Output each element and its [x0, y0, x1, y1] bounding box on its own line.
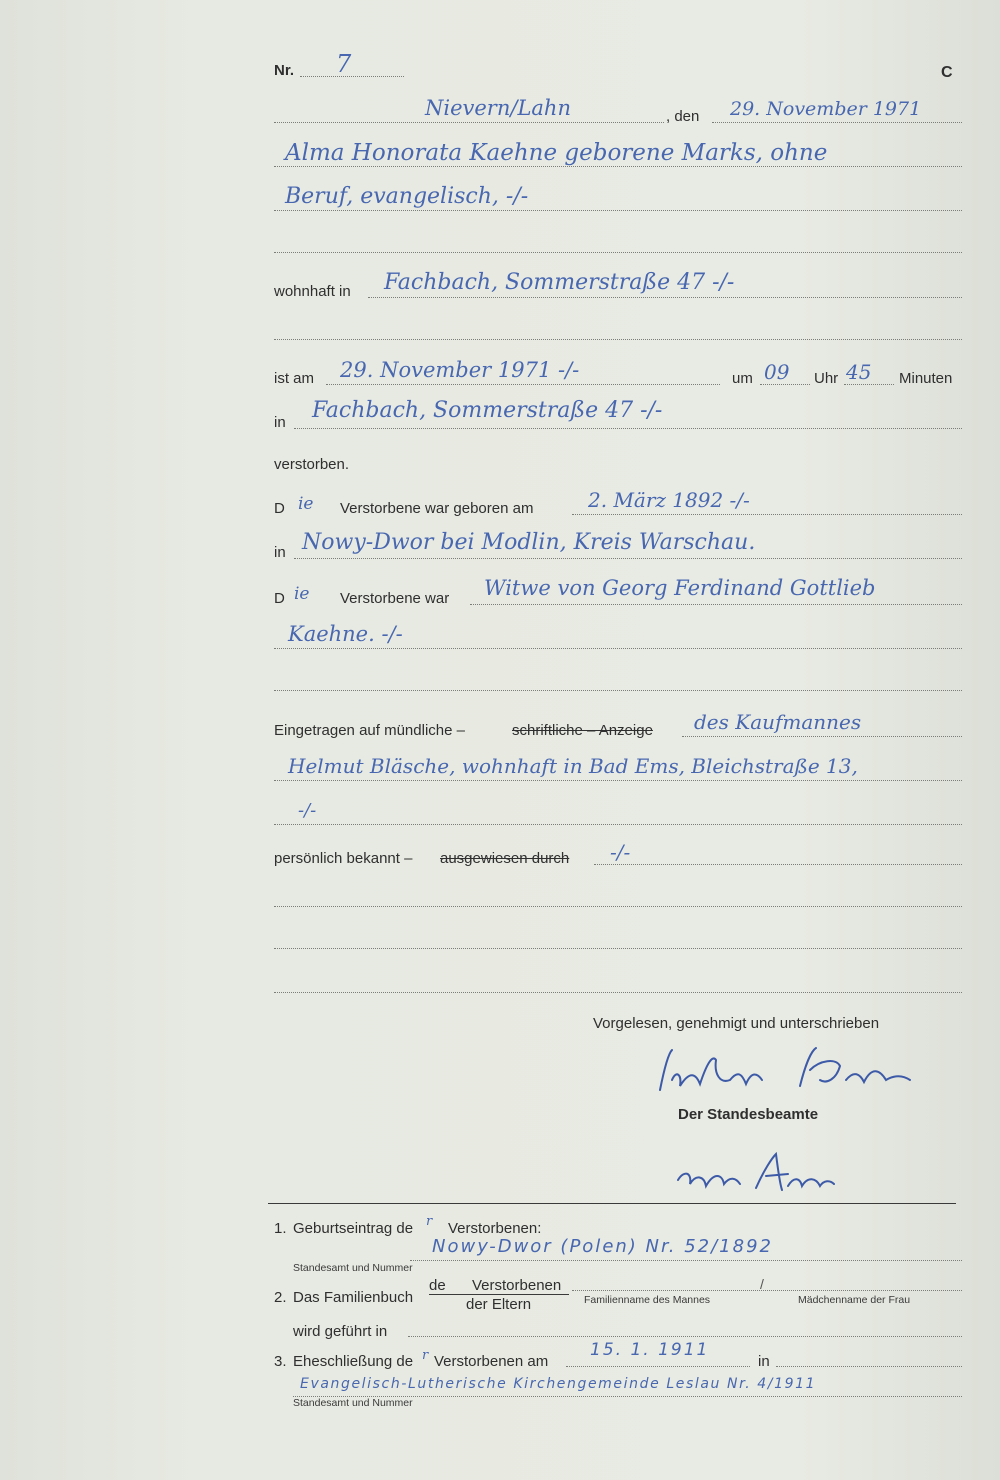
minutes-rule [844, 384, 894, 385]
official-signature [670, 1150, 840, 1200]
report-line-2: Helmut Bläsche, wohnhaft in Bad Ems, Bleichstraße 13, [288, 754, 858, 778]
known-rule-4 [274, 992, 962, 993]
place-line [274, 122, 664, 123]
den-label: , den [666, 108, 700, 125]
note-1-number: 1. [274, 1220, 287, 1237]
wohnhaft-rule [368, 297, 962, 298]
gefuehrt-rule [408, 1336, 962, 1337]
birth-place-rule [294, 558, 962, 559]
birth-place: Nowy-Dwor bei Modlin, Kreis Warschau. [302, 530, 756, 555]
note-2-verstorbenen: Verstorbenen [472, 1277, 562, 1294]
known-label: persönlich bekannt – [274, 850, 413, 867]
person-line-2-rule [274, 210, 962, 211]
status-line-2-rule [274, 648, 962, 649]
official-title: Der Standesbeamte [678, 1106, 819, 1123]
note-2-fraction-line [429, 1294, 569, 1295]
note-3-label-b: Verstorbenen am [434, 1353, 549, 1370]
known-rule-3 [274, 948, 962, 949]
um-label: um [732, 370, 753, 387]
verstorben-label: verstorben. [274, 456, 350, 473]
status-d-label: D [274, 590, 285, 607]
death-hour: 09 [764, 360, 790, 384]
date-value: 29. November 1971 [730, 98, 922, 120]
note-3-in: in [758, 1353, 770, 1370]
note-2-label: Das Familienbuch [293, 1289, 414, 1306]
form-letter: C [941, 64, 953, 81]
note-3-in-rule [776, 1366, 962, 1367]
death-place: Fachbach, Sommerstraße 47 -/- [312, 398, 663, 423]
status-line-1: Witwe von Georg Ferdinand Gottlieb [484, 576, 876, 600]
death-date: 29. November 1971 -/- [340, 358, 580, 382]
birth-d-label: D [274, 500, 285, 517]
note-2-rule [572, 1290, 962, 1291]
note-1-value: Nowy-Dwor (Polen) Nr. 52/1892 [432, 1236, 773, 1257]
birth-date: 2. März 1892 -/- [588, 488, 750, 512]
person-line-1: Alma Honorata Kaehne geborene Marks, ohne [285, 140, 828, 166]
note-1-suffix: r [426, 1214, 433, 1229]
note-3-suffix: r [422, 1348, 429, 1363]
standesamt-label-1: Standesamt und Nummer [293, 1262, 413, 1274]
person-line-3-rule [274, 252, 962, 253]
informant-signature [650, 1040, 920, 1100]
wohnhaft-label: wohnhaft in [274, 283, 351, 300]
birth-d-suffix: ie [298, 494, 314, 514]
known-rule-2 [274, 906, 962, 907]
uhr-label: Uhr [814, 370, 839, 387]
read-approved-label: Vorgelesen, genehmigt und unterschrieben [593, 1015, 880, 1032]
note-3-label: Eheschließung de [293, 1353, 414, 1370]
known-label-struck: ausgewiesen durch [440, 850, 570, 867]
maedchenname-label: Mädchenname der Frau [798, 1294, 911, 1306]
note-2-number: 2. [274, 1289, 287, 1306]
report-line-1: des Kaufmannes [694, 710, 862, 734]
standesamt-label-3: Standesamt und Nummer [293, 1397, 413, 1409]
status-line-2: Kaehne. -/- [288, 622, 403, 646]
report-line-3: -/- [298, 800, 317, 821]
death-minutes: 45 [846, 360, 872, 384]
note-2-de: de [429, 1277, 446, 1294]
known-rule [594, 864, 962, 865]
status-label: Verstorbene war [340, 590, 450, 607]
note-3-number: 3. [274, 1353, 287, 1370]
report-line-2-rule [274, 780, 962, 781]
report-line-3-rule [274, 824, 962, 825]
note-1-label: Geburtseintrag de [293, 1220, 414, 1237]
status-line-1-rule [470, 604, 962, 605]
note-3-date-rule [566, 1366, 750, 1367]
death-date-rule [326, 384, 720, 385]
status-d-suffix: ie [294, 584, 310, 604]
wohnhaft-value: Fachbach, Sommerstraße 47 -/- [384, 270, 735, 295]
death-in-label: in [274, 414, 286, 431]
hour-rule [760, 384, 810, 385]
report-label: Eingetragen auf mündliche – [274, 722, 465, 739]
person-line-1-rule [274, 166, 962, 167]
date-line [712, 122, 962, 123]
death-place-rule [294, 428, 962, 429]
birth-label: Verstorbene war geboren am [340, 500, 534, 517]
known-value: -/- [610, 840, 631, 864]
familienname-label: Familienname des Mannes [584, 1294, 711, 1306]
report-label-struck: schriftliche – Anzeige [512, 722, 653, 739]
place-value: Nievern/Lahn [425, 96, 571, 120]
report-line-1-rule [682, 736, 962, 737]
birth-in-label: in [274, 544, 286, 561]
birth-date-rule [572, 514, 962, 515]
wohnhaft-rule-2 [274, 339, 962, 340]
nr-dotted-line [300, 76, 404, 77]
note-2-slash: / [760, 1276, 764, 1292]
ist-am-label: ist am [274, 370, 315, 387]
note-3-value: Evangelisch-Lutherische Kirchengemeinde Leslau Nr. 4/1911 [300, 1376, 817, 1392]
person-line-2: Beruf, evangelisch, -/- [285, 184, 529, 209]
footer-divider [268, 1203, 956, 1204]
note-2-eltern: der Eltern [466, 1296, 532, 1313]
note-1-rule [410, 1260, 962, 1261]
gefuehrt-label: wird geführt in [293, 1323, 388, 1340]
nr-value: 7 [336, 50, 352, 78]
note-1-label-b: Verstorbenen: [448, 1220, 542, 1237]
minuten-label: Minuten [899, 370, 953, 387]
status-line-3-rule [274, 690, 962, 691]
note-3-date: 15. 1. 1911 [590, 1340, 710, 1360]
nr-label: Nr. [274, 62, 295, 79]
